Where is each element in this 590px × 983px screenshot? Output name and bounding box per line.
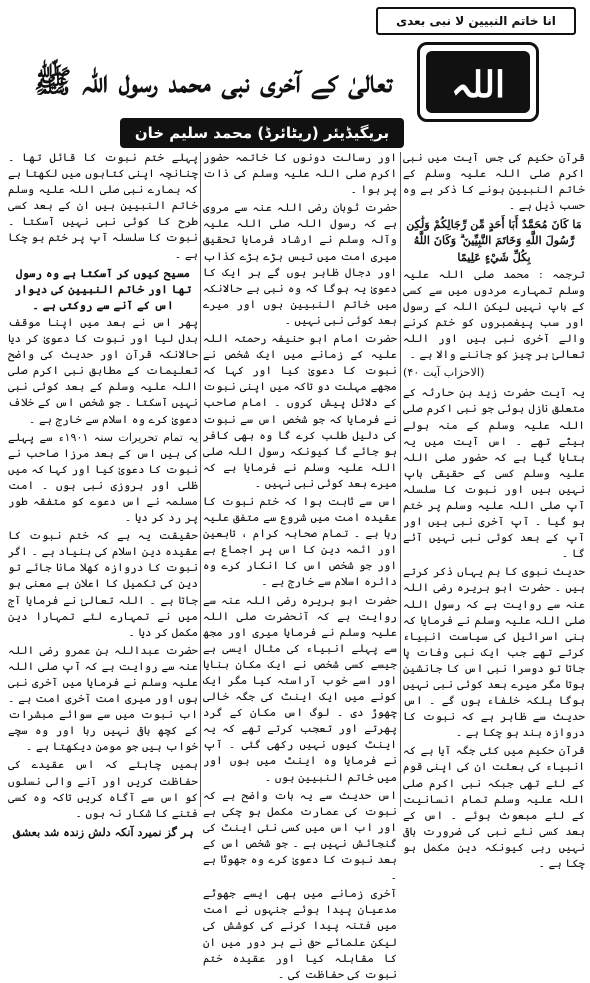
paragraph: یہ آیت حضرت زید بن حارثہ کے متعلق نازل ہوئی جو نبی اکرم صلی اللہ علیہ وسلم کے منہ بولے بیٹے تھے ۔ اس آیت میں یہ بتایا گیا ہے کہ حضور صلی اللہ علیہ وسلم کسی کے حقیقی باپ نہیں ہیں اور نبوت کا سلسلہ آپ صلی اللہ علیہ وسلم پر ختم ہو گیا ۔ آپ آخری نبی ہیں اور آپ کے بعد کوئی نبی نہیں آئے گا ۔	[403, 386, 585, 561]
column-left	[8, 150, 198, 839]
paragraph: آخری زمانے میں بھی ایسے جھوٹے مدعیان پیدا ہوئے جنہوں نے امت میں فتنہ پیدا کرنے کی کوشش کی لیکن علمائے حق نے ہر دور میں ان کا مقابلہ کیا اور عقیدہ ختم نبوت کی حفاظت کی ۔	[203, 887, 397, 981]
quoted-verse: مسیح کیوں کر آسکتا ہے وہ رسول تھا اور خاتم النبیین کی دیوار اس کے آنے سے روکتی ہے ۔	[14, 265, 192, 312]
paragraph: اس حدیث سے یہ بات واضح ہے کہ نبوت کی عمارت مکمل ہو چکی ہے اور اب اس میں کسی نئی اینٹ کی گنجائش نہیں ہے ۔ جو شخص اس کے بعد نبوت کا دعویٰ کرے وہ جھوٹا ہے ۔	[203, 788, 397, 883]
paragraph: پھر اس نے بعد میں اپنا موقف بدل لیا اور نبوت کا دعویٰ کر دیا حالانکہ قرآن اور حدیث کی واضح تعلیمات کے مطابق نبی اکرم صلی اللہ علیہ وسلم کے بعد کوئی نبی نہیں آسکتا ۔ جو شخص اس کے خلاف دعویٰ کرے وہ اسلام سے خارج ہے ۔	[8, 315, 198, 426]
header-banner: انا خاتم النبیین لا نبی بعدی	[376, 7, 576, 35]
paragraph: حضرت امام ابو حنیفہ رحمتہ اللہ علیہ کے زمانے میں ایک شخص نے نبوت کا دعویٰ کیا اور کہا کہ مجھے مہلت دو تاکہ میں اپنی نبوت کے دلائل پیش کروں ۔ امام صاحب نے فرمایا کہ جو شخص اس سے نبوت کی دلیل طلب کرے گا وہ بھی کافر ہو جائے گا کیونکہ رسول اللہ صلی اللہ علیہ وسلم نے فرمایا ہے کہ میرے بعد کوئی نبی نہیں ۔	[203, 332, 397, 490]
paragraph: یہ تمام تحریرات سنہ ۱۹۰۱ء سے پہلے کی ہیں اس کے بعد مرزا صاحب نے نبوت کا دعویٰ کیا اور کہا کہ میں ظلی اور بروزی نبی ہوں ۔ امت مسلمہ نے اس دعوے کو متفقہ طور پر رد کر دیا ۔	[8, 430, 198, 525]
quoted-verse: مَا كَانَ مُحَمَّدٌ أَبَا أَحَدٍ مِّن رِّجَالِكُمْ وَلَٰكِن رَّسُولَ اللَّهِ وَخَاتَمَ النَّبِيِّينَ ۗ وَكَانَ اللَّهُ بِكُلِّ شَيْءٍ عَلِيمًا	[406, 217, 582, 264]
paragraph: ہمیں چاہئے کہ اس عقیدے کی حفاظت کریں اور آنے والی نسلوں کو اس سے آگاہ کریں تاکہ وہ کسی فتنے کا شکار نہ ہوں ۔	[8, 758, 198, 820]
paragraph: قرآن حکیم میں کئی جگہ آیا ہے کہ انبیاء کی بعثت ان کی اپنی قوم کے لئے تھی جبکہ نبی اکرم صلی اللہ علیہ وسلم تمام انسانیت کے لئے مبعوث ہوئے ۔ اس کے بعد کسی نئے نبی کی ضرورت باقی نہیں رہی کیونکہ دین مکمل ہو چکا ہے ۔	[403, 744, 585, 871]
author-byline: بریگیڈیئر (ریٹائرڈ) محمد سلیم خان	[120, 118, 404, 148]
paragraph: حضرت ثوبان رضی اللہ عنہ سے مروی ہے کہ رسول اللہ صلی اللہ علیہ وآلہ وسلم نے ارشاد فرمایا تحقیق میری امت میں تیس بڑے بڑے کذاب اور دجال ظاہر ہوں گے ہر ایک کا دعویٰ یہ ہوگا کہ وہ نبی ہے حالانکہ میں خاتم النبیین ہوں اور میرے بعد کوئی نبی نہیں ۔	[203, 201, 397, 327]
allah-logo	[417, 42, 539, 122]
column-divider	[200, 152, 201, 807]
column-right	[403, 150, 585, 871]
quoted-verse: ہر گز نمیرد آنکہ دلش زندہ شد بعشق	[12, 824, 194, 839]
verse-reference: (الاحزاب آیت ۴۰)	[403, 366, 485, 380]
paragraph: حدیث نبوی کا ہم یہاں ذکر کرتے ہیں ۔ حضرت ابو ہریرہ رضی اللہ عنہ سے روایت ہے کہ رسول اللہ صلی اللہ علیہ وسلم نے فرمایا کہ بنی اسرائیل کی سیاست انبیاء کرتے تھے جب ایک نبی وفات پا جاتا تو دوسرا نبی اس کا جانشین ہوتا مگر میرے بعد کوئی نبی نہیں ہوگا بلکہ خلفاء ہوں گے ۔ اس حدیث سے ظاہر ہے کہ نبوت کا دروازہ بند ہو چکا ہے ۔	[403, 565, 585, 740]
paragraph: ترجمہ : محمد صلی اللہ علیہ وسلم تمہارے مردوں میں سے کسی کے باپ نہیں لیکن اللہ کے رسول اور سب پیغمبروں کو ختم کرنے والے آخری نبی ہیں اور اللہ تعالیٰ ہر چیز کو جاننے والا ہے ۔	[403, 267, 585, 362]
column-middle	[203, 150, 397, 981]
logo-background	[426, 51, 530, 113]
article-title: تعالیٰ کے آخری نبی محمد رسول اللہ ﷺ	[33, 64, 393, 100]
paragraph: حضرت عبداللہ بن عمرو رضی اللہ عنہ سے روایت ہے کہ آپ صلی اللہ علیہ وسلم نے فرمایا میں آخری نبی ہوں اور میری امت آخری امت ہے ۔ اب نبوت میں سے سوائے مبشرات کے کچھ باقی نہیں رہا اور وہ سچے خواب ہیں جو مومن دیکھتا ہے ۔	[8, 643, 198, 754]
logo-text: اللہ	[451, 64, 505, 106]
paragraph: پہلے ختم نبوت کا قائل تھا ۔ چنانچہ اپنی کتابوں میں لکھتا ہے کہ ہمارے نبی صلی اللہ علیہ وسلم خاتم النبیین ہیں ان کے بعد کسی طرح کا کوئی نبی نہیں آسکتا ۔ نبوت کا سلسلہ آپ پر ختم ہو چکا ہے ۔	[8, 151, 198, 261]
paragraph: حضرت ابو ہریرہ رضی اللہ عنہ سے روایت ہے کہ آنحضرت صلی اللہ علیہ وسلم نے فرمایا میری اور مجھ سے پہلے انبیاء کی مثال ایسی ہے جیسے کسی شخص نے ایک مکان بنایا اور اسے خوب آراستہ کیا مگر ایک کونے میں ایک اینٹ کی جگہ خالی چھوڑ دی ۔ لوگ اس مکان کے گرد پھرتے اور تعجب کرتے تھے کہ یہ اینٹ کیوں نہیں رکھی گئی ۔ آپ نے فرمایا وہ اینٹ میں ہوں اور میں خاتم النبیین ہوں ۔	[203, 593, 397, 784]
paragraph: قرآن حکیم کی جس آیت میں نبی اکرم صلی اللہ علیہ وسلم کے خاتم النبیین ہونے کا ذکر ہے وہ حسب ذیل ہے ۔	[403, 151, 585, 213]
column-divider	[400, 152, 401, 807]
paragraph: اس سے ثابت ہوا کہ ختم نبوت کا عقیدہ امت میں شروع سے متفق علیہ رہا ہے ۔ تمام صحابہ کرام ، تابعین اور ائمہ دین کا اس پر اجماع ہے اور جو شخص اس کا انکار کرے وہ دائرہ اسلام سے خارج ہے ۔	[203, 494, 397, 589]
paragraph: اور رسالت دونوں کا خاتمہ حضور اکرم صلی اللہ علیہ وسلم کی ذات پر ہوا ۔	[203, 151, 397, 197]
paragraph: حقیقت یہ ہے کہ ختم نبوت کا عقیدہ دین اسلام کی بنیاد ہے ۔ اگر نبوت کا دروازہ کھلا مانا جائے تو دین کی تکمیل کا اعلان بے معنی ہو جاتا ہے ۔ اللہ تعالیٰ نے فرمایا آج میں نے تمہارے لئے تمہارا دین مکمل کر دیا ۔	[8, 529, 198, 639]
